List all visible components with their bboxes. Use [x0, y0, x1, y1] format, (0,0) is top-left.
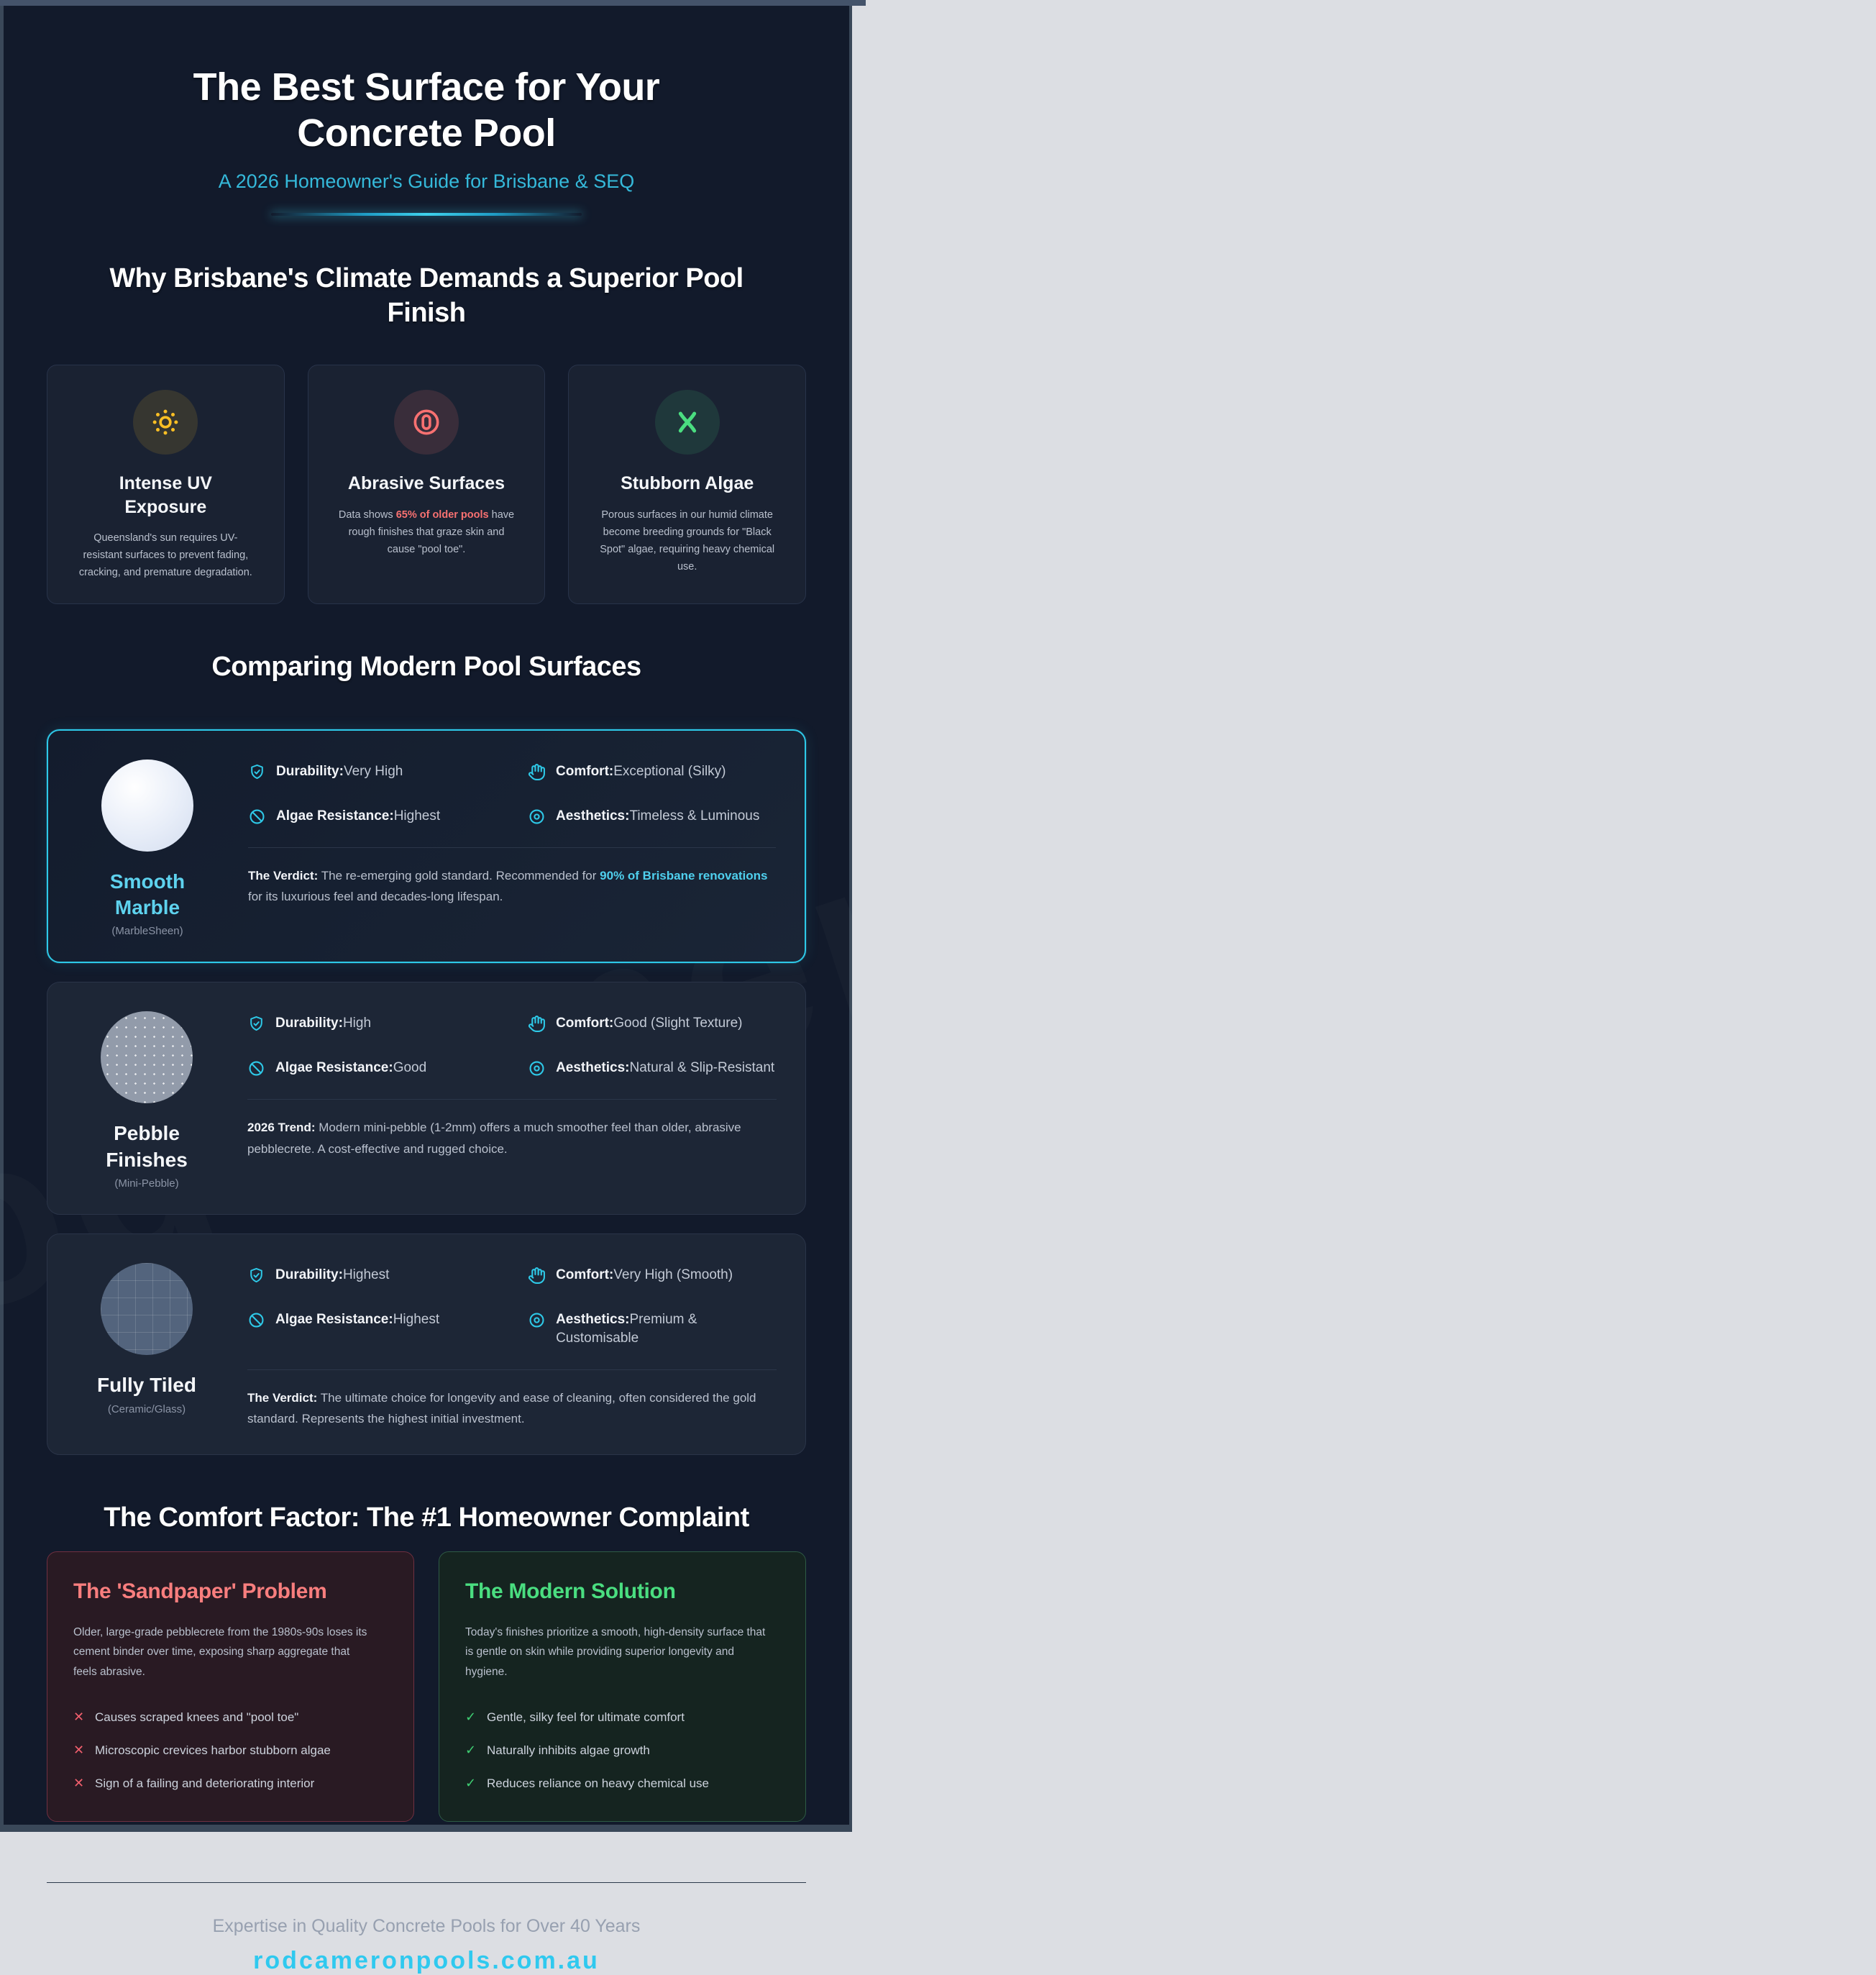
- stat-value: Very High (Smooth): [613, 1267, 733, 1283]
- stat-label: Durability:: [276, 763, 344, 779]
- stat-label: Comfort:: [556, 1016, 614, 1031]
- list-item-text: Causes scraped knees and "pool toe": [95, 1710, 299, 1725]
- climate-card-title: Abrasive Surfaces: [347, 473, 505, 494]
- stat-value: Premium & Customisable: [556, 1312, 697, 1346]
- verdict-label: The Verdict:: [247, 1390, 318, 1405]
- surface-card-pebble-finishes: [47, 982, 806, 1215]
- stat-label: Durability:: [275, 1016, 343, 1031]
- verdict-body: for its luxurious feel and decades-long lifespan.: [248, 890, 503, 904]
- marble-swatch-image: [101, 760, 193, 852]
- circle-dot-icon: [528, 1059, 546, 1077]
- surface-card-smooth-marble: [47, 729, 806, 964]
- window-top-strip: [0, 0, 866, 6]
- page-title: The Best Surface for Your Concrete Pool: [193, 65, 660, 155]
- shield-check-icon: [247, 1267, 265, 1285]
- climate-card-body: [336, 507, 517, 559]
- surface-subname: (Mini-Pebble): [114, 1177, 179, 1190]
- stat-value: Exceptional (Silky): [613, 763, 726, 779]
- stat-label: Aesthetics:: [556, 808, 630, 824]
- list-item: [465, 1776, 779, 1791]
- list-item: [73, 1776, 388, 1791]
- check-icon: ✓: [465, 1743, 477, 1758]
- problem-list: [73, 1710, 388, 1791]
- page: [0, 0, 866, 1975]
- surface-name: Fully Tiled: [97, 1374, 196, 1397]
- verdict-body: The re-emerging gold standard. Recommended for: [318, 868, 600, 882]
- verdict-label: 2026 Trend:: [247, 1121, 316, 1135]
- shield-check-icon: [247, 1015, 265, 1033]
- stat-durability: [247, 1266, 528, 1285]
- stat-value: Highest: [342, 1267, 390, 1283]
- stat-comfort: [528, 1014, 777, 1033]
- list-item: [73, 1710, 388, 1725]
- stat-label: Algae Resistance:: [276, 808, 394, 824]
- modern-solution-card: [439, 1551, 806, 1823]
- climate-card-abrasive: [308, 365, 546, 604]
- ban-icon: [247, 1059, 265, 1077]
- stat-label: Algae Resistance:: [275, 1312, 393, 1328]
- stat-label: Algae Resistance:: [275, 1060, 393, 1076]
- shield-check-icon: [248, 763, 266, 781]
- list-item: [465, 1743, 779, 1758]
- stat-label: Aesthetics:: [556, 1060, 630, 1076]
- surface-card-fully-tiled: [47, 1233, 806, 1455]
- stat-comfort: [528, 762, 776, 781]
- stat-value: Good: [393, 1060, 427, 1076]
- surface-subname: (MarbleSheen): [111, 925, 183, 938]
- climate-section-heading: Why Brisbane's Climate Demands a Superior Pool Finish: [109, 263, 743, 328]
- stat-value: Good (Slight Texture): [613, 1016, 743, 1031]
- circle-dot-icon: [528, 808, 546, 826]
- list-item-text: Microscopic crevices harbor stubborn algae: [95, 1743, 331, 1758]
- climate-card-title: Intense UV Exposure: [119, 473, 212, 517]
- list-item-text: Naturally inhibits algae growth: [487, 1743, 650, 1758]
- page-subtitle: A 2026 Homeowner's Guide for Brisbane & SEQ: [218, 170, 635, 193]
- climate-card-body: Porous surfaces in our humid climate become breeding grounds for "Black Spot" algae, requiring heavy chemical use.: [600, 508, 775, 573]
- footer-tagline: Expertise in Quality Concrete Pools for Over 40 Years: [212, 1916, 641, 1937]
- sandpaper-problem-card: [47, 1551, 414, 1823]
- abrasive-surface-icon: [394, 390, 459, 455]
- stat-value: High: [342, 1016, 372, 1031]
- stat-aesthetics: [528, 1310, 777, 1347]
- pebble-swatch-image: [101, 1011, 193, 1103]
- climate-card-title: Stubborn Algae: [621, 473, 754, 494]
- footer-divider: [47, 1882, 806, 1883]
- list-item: [73, 1743, 388, 1758]
- solution-card-body: Today's finishes prioritize a smooth, high-density surface that is gentle on skin while providing superior longevity and hygiene.: [465, 1625, 766, 1679]
- ban-icon: [248, 808, 266, 826]
- solution-list: [465, 1710, 779, 1791]
- stat-aesthetics: [528, 1059, 777, 1077]
- body-highlight: 65% of older pools: [395, 508, 489, 521]
- stat-algae-resistance: [247, 1059, 528, 1077]
- body-text: Data shows: [338, 508, 396, 521]
- website-url-link[interactable]: rodcameronpools.com.au: [253, 1947, 600, 1975]
- stat-aesthetics: [528, 807, 776, 826]
- stat-value: Highest: [393, 808, 441, 824]
- check-icon: ✓: [465, 1776, 477, 1791]
- stat-label: Comfort:: [556, 1267, 614, 1283]
- circle-dot-icon: [528, 1311, 546, 1329]
- hand-icon: [528, 763, 546, 781]
- verdict-text: [247, 1099, 777, 1160]
- sun-icon: [133, 390, 198, 455]
- stat-label: Comfort:: [556, 763, 614, 779]
- verdict-text: [248, 847, 776, 908]
- verdict-body: The ultimate choice for longevity and ease of cleaning, often considered the gold standard. Represents the highest initial investment.: [247, 1390, 756, 1426]
- tile-swatch-image: [101, 1263, 193, 1355]
- problem-card-body: Older, large-grade pebblecrete from the 1980s-90s loses its cement binder over time, exposing sharp aggregate that feels abrasive.: [73, 1625, 367, 1679]
- cross-icon: ✕: [73, 1776, 85, 1791]
- hand-icon: [528, 1267, 546, 1285]
- hero-divider: [271, 213, 582, 216]
- stat-value: Natural & Slip-Resistant: [629, 1060, 775, 1076]
- stat-label: Aesthetics:: [556, 1312, 630, 1328]
- cross-icon: ✕: [73, 1743, 85, 1758]
- cross-icon: ✕: [73, 1710, 85, 1725]
- climate-card-row: [47, 365, 806, 604]
- algae-icon: [655, 390, 720, 455]
- stat-comfort: [528, 1266, 777, 1285]
- comfort-card-row: [47, 1551, 806, 1823]
- list-item-text: Sign of a failing and deteriorating interior: [95, 1776, 315, 1791]
- verdict-label: The Verdict:: [248, 868, 319, 882]
- solution-card-title: The Modern Solution: [465, 1579, 676, 1603]
- surface-name: Smooth Marble: [109, 870, 186, 919]
- infographic-sheet: [0, 6, 852, 1975]
- list-item-text: Gentle, silky feel for ultimate comfort: [487, 1710, 685, 1725]
- verdict-body: Modern mini-pebble (1-2mm) offers a much smoother feel than older, abrasive pebblecrete. A cost-effective and rugged choice.: [247, 1121, 741, 1157]
- hand-icon: [528, 1015, 546, 1033]
- stat-algae-resistance: [247, 1310, 528, 1347]
- check-icon: ✓: [465, 1710, 477, 1725]
- stat-durability: [248, 762, 528, 781]
- climate-card-algae: [568, 365, 806, 604]
- list-item: [465, 1710, 779, 1725]
- ban-icon: [247, 1311, 265, 1329]
- stat-value: Timeless & Luminous: [629, 808, 760, 824]
- verdict-text: [247, 1369, 777, 1431]
- surface-subname: (Ceramic/Glass): [107, 1402, 186, 1415]
- problem-card-title: The 'Sandpaper' Problem: [73, 1579, 327, 1603]
- surface-name: Pebble Finishes: [106, 1122, 188, 1171]
- verdict-highlight: 90% of Brisbane renovations: [600, 868, 768, 882]
- compare-section-heading: Comparing Modern Pool Surfaces: [211, 652, 641, 683]
- list-item-text: Reduces reliance on heavy chemical use: [487, 1776, 710, 1791]
- body-text: have rough finishes that graze skin and cause "pool toe".: [348, 508, 515, 555]
- comfort-section-heading: The Comfort Factor: The #1 Homeowner Complaint: [104, 1502, 749, 1533]
- stat-value: Highest: [393, 1312, 440, 1328]
- stat-label: Durability:: [275, 1267, 343, 1283]
- climate-card-body: Queensland's sun requires UV-resistant surfaces to prevent fading, cracking, and premature degradation.: [78, 532, 252, 579]
- stat-algae-resistance: [248, 807, 528, 826]
- stat-value: Very High: [343, 763, 403, 779]
- climate-card-uv: [47, 365, 285, 604]
- stat-durability: [247, 1014, 528, 1033]
